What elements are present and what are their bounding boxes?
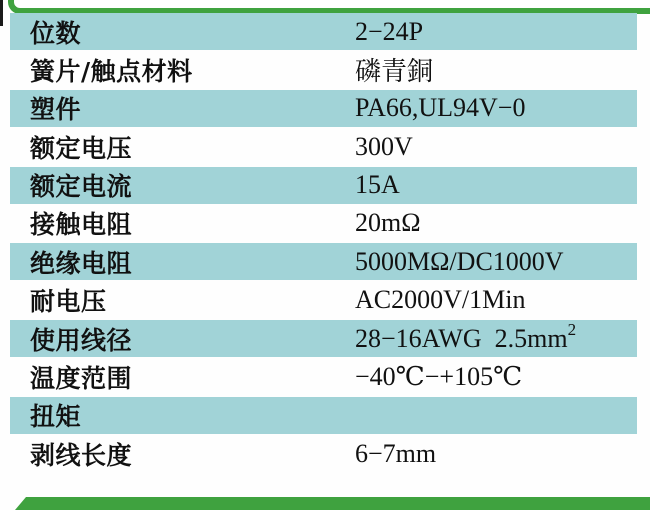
spec-label: 额定电压 xyxy=(30,133,133,163)
spec-row xyxy=(10,359,637,396)
spec-row xyxy=(10,282,637,319)
spec-value xyxy=(355,247,637,277)
spec-label: 塑件 xyxy=(30,95,82,125)
spec-label: 剥线长度 xyxy=(30,440,133,470)
spec-value-text: 2−24P xyxy=(355,16,424,46)
spec-row xyxy=(10,51,637,88)
spec-value-text: 300V xyxy=(355,131,413,161)
spec-row xyxy=(10,13,637,50)
spec-row xyxy=(10,90,637,127)
left-edge-line xyxy=(0,0,3,26)
spec-table xyxy=(10,13,637,474)
spec-value xyxy=(355,132,637,162)
spec-value xyxy=(355,362,637,392)
spec-value-text: 15A xyxy=(355,170,400,200)
spec-row xyxy=(10,205,637,242)
spec-label: 额定电流 xyxy=(30,172,133,202)
spec-value xyxy=(355,17,637,47)
spec-row xyxy=(10,397,637,434)
spec-value-text: PA66,UL94V−0 xyxy=(355,93,526,123)
top-green-border xyxy=(8,0,650,14)
spec-value-text: AC2000V/1Min xyxy=(355,285,526,315)
spec-value xyxy=(355,439,637,469)
spec-label: 温度范围 xyxy=(30,364,133,394)
spec-label: 使用线径 xyxy=(30,325,133,355)
spec-value xyxy=(355,170,637,200)
spec-label: 绝缘电阻 xyxy=(30,248,133,278)
spec-value xyxy=(355,51,637,88)
spec-label: 位数 xyxy=(30,18,82,48)
spec-value xyxy=(355,319,637,354)
bottom-green-bar xyxy=(15,497,650,510)
spec-value-text: 20mΩ xyxy=(355,208,421,238)
spec-value-text: 28−16AWG 2.5mm xyxy=(355,323,568,353)
spec-value-superscript: 2 xyxy=(567,319,577,339)
spec-row xyxy=(10,128,637,165)
spec-value-text: −40℃−+105℃ xyxy=(355,362,523,392)
spec-label: 接触电阻 xyxy=(30,210,133,240)
spec-row xyxy=(10,243,637,280)
spec-row xyxy=(10,320,637,357)
spec-label: 簧片/触点材料 xyxy=(30,56,193,86)
spec-value xyxy=(355,208,637,238)
spec-row xyxy=(10,167,637,204)
spec-value-text: 5000MΩ/DC1000V xyxy=(355,246,564,276)
spec-value-text: 磷青銅 xyxy=(355,57,434,87)
spec-value-text: 6−7mm xyxy=(355,438,437,468)
spec-value xyxy=(355,93,637,123)
spec-label: 扭矩 xyxy=(30,402,82,432)
spec-value xyxy=(355,285,637,315)
spec-label: 耐电压 xyxy=(30,287,107,317)
spec-row xyxy=(10,435,637,472)
